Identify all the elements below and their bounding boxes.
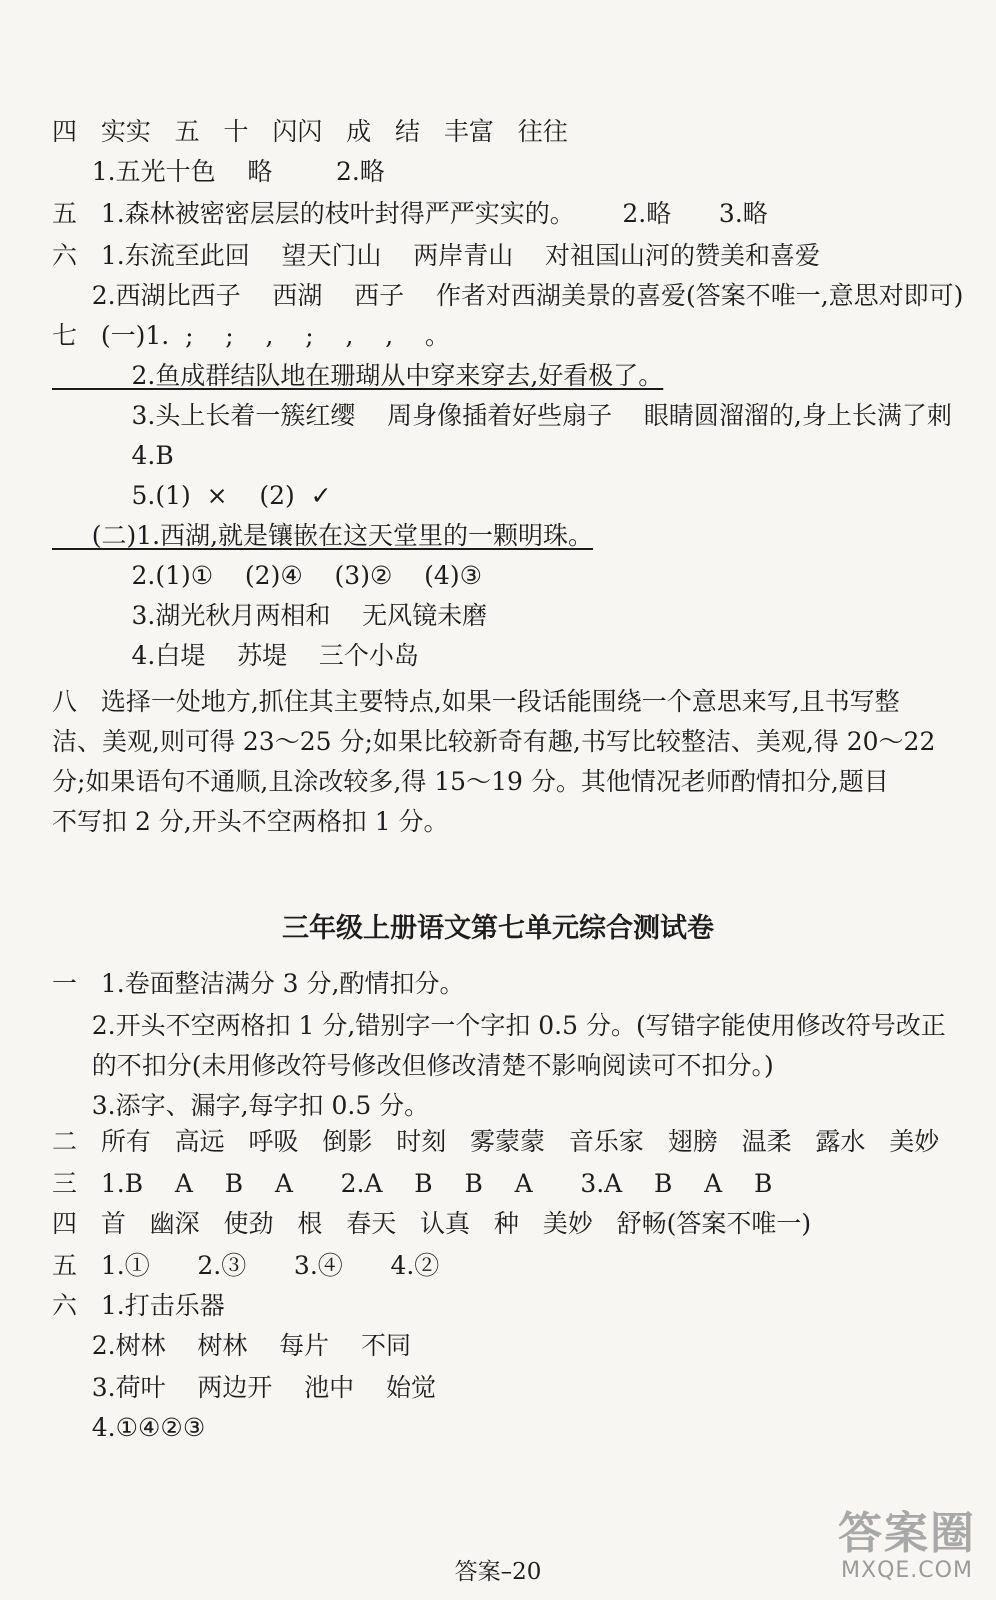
answer2-line-6-2: 2.树林 树林 每片 不同 [52, 1331, 411, 1360]
answer2-line-3: 三 1.B A B A 2.A B B A 3.A B A B [52, 1169, 773, 1198]
answer-line-7-b4: 4.白堤 苏堤 三个小岛 [52, 641, 419, 670]
answer2-line-6-3: 3.荷叶 两边开 池中 始觉 [52, 1373, 436, 1402]
answer-line-8-c: 分;如果语句不通顺,且涂改较多,得 15～19 分。其他情况老师酌情扣分,题目 [52, 767, 889, 796]
answer-line-7-4: 4.B [52, 441, 174, 470]
answer2-line-4: 四 首 幽深 使劲 根 春天 认真 种 美妙 舒畅(答案不唯一) [52, 1209, 812, 1238]
answer-line-6: 六 1.东流至此回 望天门山 两岸青山 对祖国山河的赞美和喜爱 [52, 241, 821, 270]
answer2-line-1-1: 一 1.卷面整洁满分 3 分,酌情扣分。 [52, 969, 465, 998]
answer-line-7-2: 2.鱼成群结队地在珊瑚从中穿来穿去,好看极了。 [52, 361, 664, 390]
page-number: 答案–20 [454, 1559, 542, 1585]
answer-line-8-d: 不写扣 2 分,开头不空两格扣 1 分。 [52, 807, 449, 836]
answer-line-4: 四 实实 五 十 闪闪 成 结 丰富 往往 [52, 117, 568, 146]
answer-line-8-a: 八 选择一处地方,抓住其主要特点,如果一段话能围绕一个意思来写,且书写整 [52, 687, 900, 716]
answer-line-5: 五 1.森林被密密层层的枝叶封得严严实实的。 2.略 3.略 [52, 199, 768, 228]
answer2-line-6-4: 4.①④②③ [52, 1413, 206, 1442]
answer-line-7-punct: 七 (一)1. ; ; , ; , , 。 [52, 321, 450, 350]
answer-line-7-5: 5.(1) × (2) ✓ [52, 481, 332, 510]
answer2-line-6-1: 六 1.打击乐器 [52, 1291, 225, 1320]
answer2-line-5: 五 1.① 2.③ 3.④ 4.② [52, 1251, 440, 1280]
watermark-text: 答案圈 [838, 1508, 976, 1559]
answer-line-7-b3: 3.湖光秋月两相和 无风镜未磨 [52, 601, 488, 630]
section-title: 三年级上册语文第七单元综合测试卷 [282, 913, 714, 944]
watermark-logo [832, 1510, 982, 1590]
answer-line-6-2: 2.西湖比西子 西湖 西子 作者对西湖美景的喜爱(答案不唯一,意思对即可) [52, 281, 964, 310]
answer2-line-2: 二 所有 高远 呼吸 倒影 时刻 雾蒙蒙 音乐家 翅膀 温柔 露水 美妙 [52, 1127, 940, 1156]
answer-line-7-3: 3.头上长着一簇红缨 周身像插着好些扇子 眼睛圆溜溜的,身上长满了刺 [52, 401, 952, 430]
answer-line-7-b2: 2.(1)① (2)④ (3)② (4)③ [52, 561, 482, 590]
answer-line-7-b1: (二)1.西湖,就是镶嵌在这天堂里的一颗明珠。 [52, 521, 594, 550]
answer2-line-1-2b: 的不扣分(未用修改符号修改但修改清楚不影响阅读可不扣分。) [52, 1051, 774, 1080]
answer2-line-1-3: 3.添字、漏字,每字扣 0.5 分。 [52, 1091, 430, 1120]
answer2-line-1-2a: 2.开头不空两格扣 1 分,错别字一个字扣 0.5 分。(写错字能使用修改符号改正 [52, 1011, 946, 1040]
answer-line-8-b: 洁、美观,则可得 23～25 分;如果比较新奇有趣,书写比较整洁、美观,得 20～22 [52, 727, 936, 756]
watermark-url: MXQE.COM [841, 1558, 973, 1583]
answer-line-4-1: 1.五光十色 略 2.略 [52, 157, 385, 186]
